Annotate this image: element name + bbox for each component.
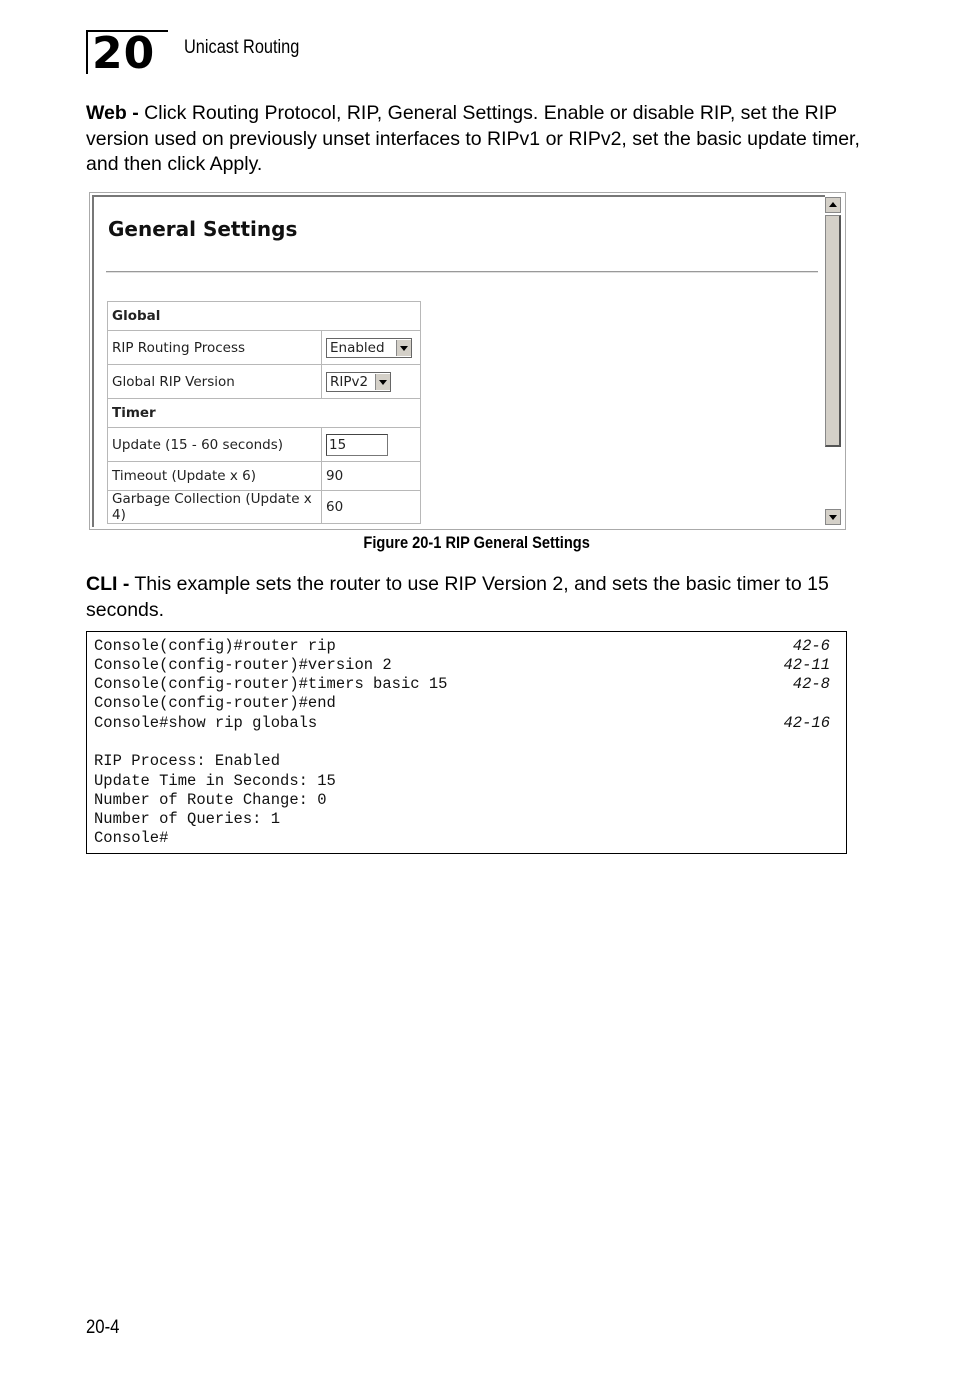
- code-text: Console(config)#router rip: [94, 637, 336, 655]
- code-line: [94, 829, 830, 848]
- general-settings-screenshot: [89, 192, 846, 530]
- rip-routing-process-label: RIP Routing Process: [108, 331, 322, 365]
- cli-code-block: [86, 631, 847, 854]
- global-section-header: Global: [108, 302, 421, 331]
- rip-routing-process-cell: [322, 331, 421, 365]
- code-text: Number of Queries: 1: [94, 810, 281, 828]
- settings-table: [107, 301, 421, 524]
- cli-lead: CLI -: [86, 573, 130, 595]
- code-reference: 42-6: [792, 637, 830, 655]
- chevron-down-icon[interactable]: [375, 374, 390, 390]
- garbage-collection-label: Garbage Collection (Update x 4): [108, 491, 322, 524]
- web-text: Click Routing Protocol, RIP, General Settings. Enable or disable RIP, set the RIP version used on previously unset interfaces to RIPv1 or RIPv2, set the basic update timer, and then click Apply.: [86, 102, 860, 175]
- code-line: [94, 810, 830, 829]
- code-line: [94, 694, 830, 713]
- web-lead: Web -: [86, 102, 139, 124]
- code-line: [94, 656, 830, 675]
- figure-caption-text: Figure 20-1 RIP General Settings: [363, 533, 591, 552]
- scroll-down-icon[interactable]: [825, 509, 841, 525]
- cli-text: This example sets the router to use RIP Version 2, and sets the basic timer to 15 seconds.: [86, 573, 829, 621]
- page-title: General Settings: [108, 217, 298, 241]
- chapter-title: Unicast Routing: [184, 37, 300, 58]
- update-input[interactable]: 15: [326, 434, 388, 456]
- code-line: [94, 733, 830, 752]
- code-line: [94, 637, 830, 656]
- global-rip-version-select[interactable]: [326, 372, 391, 392]
- code-line: [94, 791, 830, 810]
- vertical-scrollbar[interactable]: [825, 195, 843, 527]
- code-reference: 42-8: [792, 675, 830, 693]
- code-line: [94, 675, 830, 694]
- code-text: Update Time in Seconds: 15: [94, 772, 336, 790]
- code-reference: 42-16: [783, 714, 830, 732]
- update-cell: [322, 428, 421, 462]
- update-label: Update (15 - 60 seconds): [108, 428, 322, 462]
- scroll-up-icon[interactable]: [825, 197, 841, 213]
- code-text: Console#show rip globals: [94, 714, 318, 732]
- timeout-value: 90: [322, 462, 421, 491]
- figure-caption: [0, 533, 954, 553]
- code-text: Number of Route Change: 0: [94, 791, 327, 809]
- screenshot-content: [92, 195, 825, 527]
- code-text: RIP Process: Enabled: [94, 752, 281, 770]
- chapter-number: 20: [86, 30, 168, 74]
- rip-routing-process-select[interactable]: [326, 338, 412, 358]
- title-divider: [106, 271, 818, 273]
- timer-section-header: Timer: [108, 399, 421, 428]
- code-reference: 42-11: [783, 656, 830, 674]
- cli-instructions: [86, 572, 866, 623]
- web-instructions: [86, 101, 866, 178]
- timeout-label: Timeout (Update x 6): [108, 462, 322, 491]
- garbage-collection-value: 60: [322, 491, 421, 524]
- chevron-down-icon[interactable]: [396, 340, 411, 356]
- global-rip-version-label: Global RIP Version: [108, 365, 322, 399]
- code-text: Console(config-router)#timers basic 15: [94, 675, 448, 693]
- page-number: 20-4: [86, 1317, 120, 1338]
- code-line: [94, 772, 830, 791]
- global-rip-version-value: RIPv2: [330, 373, 369, 390]
- code-text: Console(config-router)#end: [94, 694, 336, 712]
- rip-routing-process-value: Enabled: [330, 339, 385, 356]
- code-text: Console(config-router)#version 2: [94, 656, 392, 674]
- code-line: [94, 752, 830, 771]
- global-rip-version-cell: [322, 365, 421, 399]
- code-text: Console#: [94, 829, 169, 847]
- code-line: [94, 714, 830, 733]
- scrollbar-thumb[interactable]: [825, 215, 841, 447]
